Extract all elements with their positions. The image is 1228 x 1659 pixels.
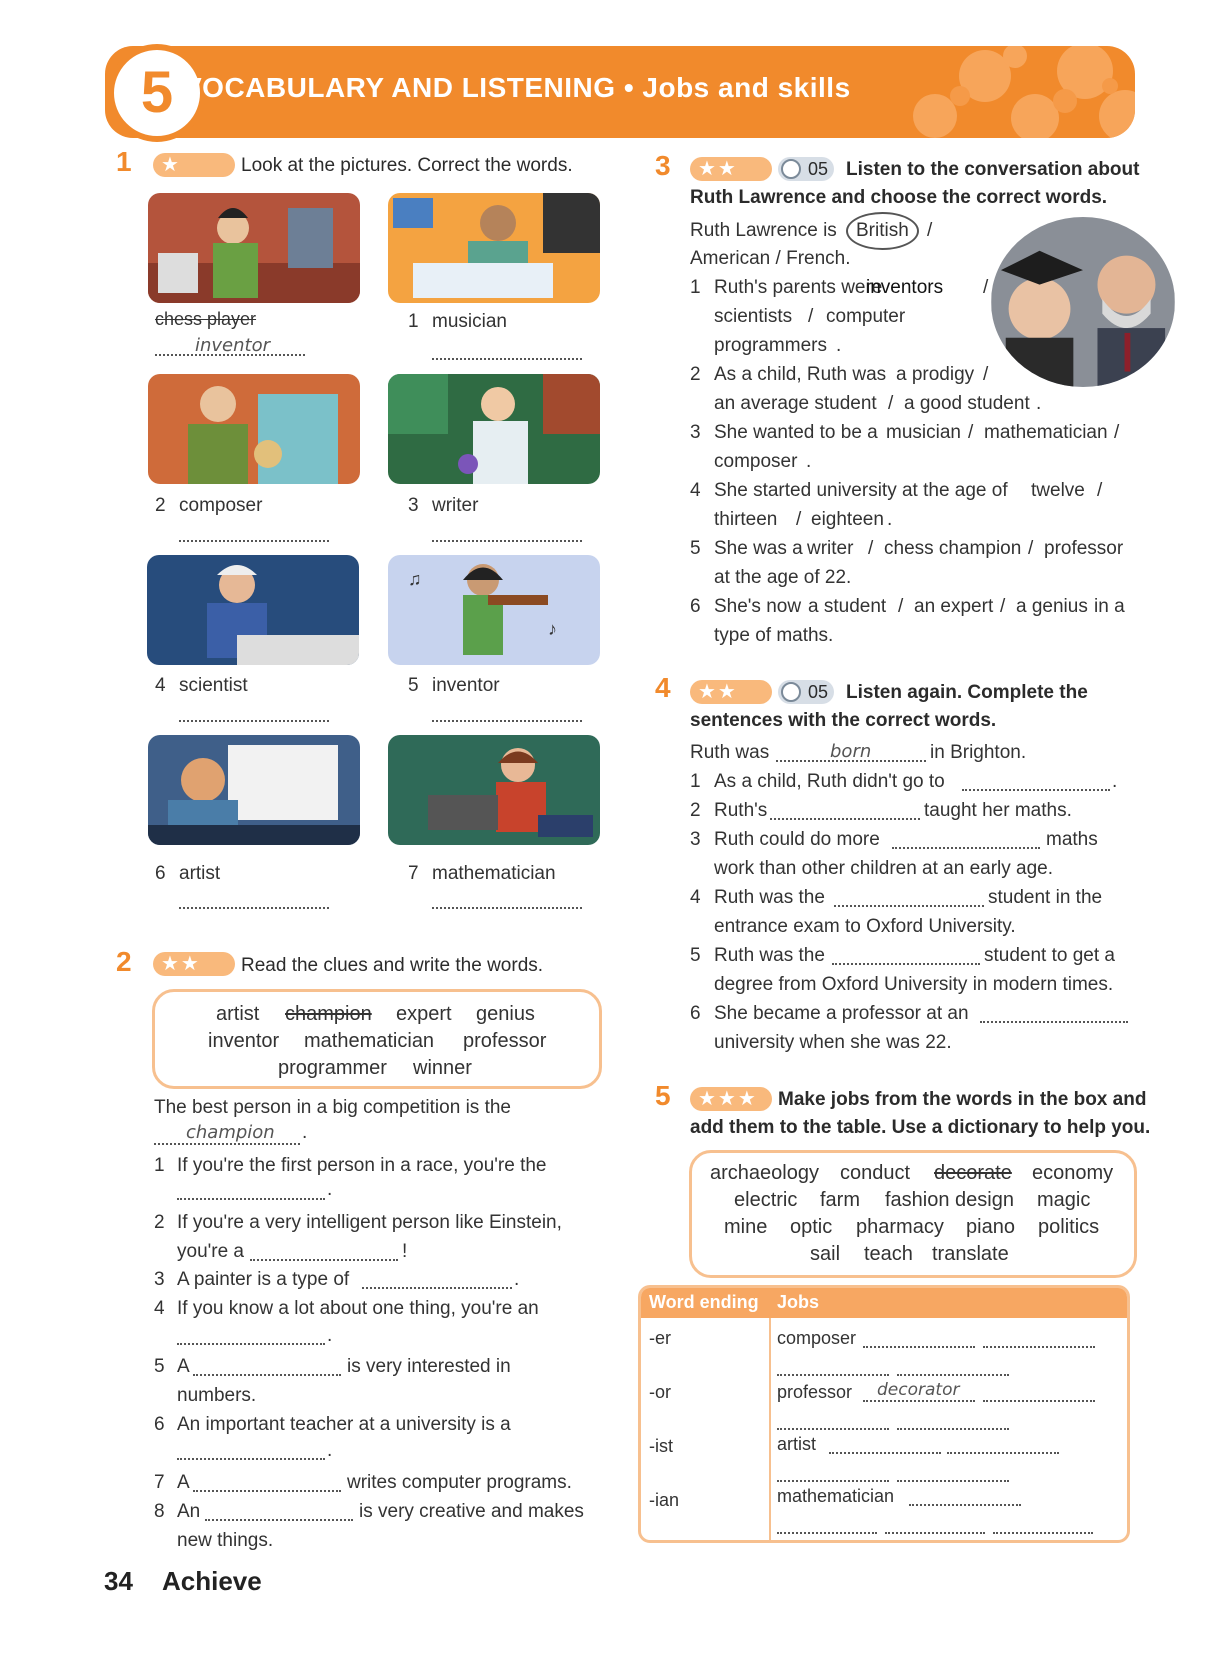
ex4-l5-answer-line[interactable] [832, 963, 980, 965]
answer-line [155, 354, 305, 356]
ex2-q3-answer-line[interactable] [362, 1287, 512, 1289]
ex1-item-5-word: inventor [432, 675, 500, 696]
ex1-example-word: chess player [155, 309, 257, 329]
ex2-box-word: mathematician [304, 1030, 435, 1052]
row-ian-answer-1[interactable] [909, 1504, 1021, 1506]
ex3-stars: ★★ [690, 157, 772, 181]
ex4-l5b: student to get a [984, 945, 1115, 966]
ex1-item-2-word: composer [179, 495, 263, 516]
period: . [327, 1325, 333, 1346]
ex1-item-5-answer-line[interactable] [432, 720, 582, 722]
q-num: 4 [154, 1298, 165, 1319]
ex3-l2d[interactable]: an average student [714, 393, 877, 414]
ex3-l4a: She started university at the age of [714, 480, 1008, 501]
ex3-l6h: type of maths. [714, 625, 834, 646]
ex2-q8c: new things. [177, 1530, 274, 1551]
ex2-box-word: expert [396, 1003, 452, 1025]
ex3-l6a: She's now [714, 596, 802, 617]
q-num: 7 [154, 1472, 165, 1493]
ex4-l4a: Ruth was the [714, 887, 825, 908]
ex4-example-b: in Brighton. [930, 742, 1027, 763]
ex4-l3-answer-line[interactable] [892, 847, 1040, 849]
picture-composer [148, 735, 360, 845]
unit-number: 5 [140, 60, 174, 125]
ex1-item-3-answer-line[interactable] [432, 540, 582, 542]
picture-chess-player [148, 193, 360, 303]
ex2-q7-answer-line[interactable] [193, 1490, 341, 1492]
ex3-l4f[interactable]: eighteen [811, 509, 884, 530]
ex3-l3d[interactable]: mathematician [984, 422, 1108, 443]
row-ian-ending: -ian [649, 1490, 680, 1510]
ex3-l4c: / [1097, 480, 1103, 501]
ex2-q8a: An [177, 1501, 201, 1522]
ex4-l2-answer-line[interactable] [770, 818, 920, 820]
ex2-q2-answer-line[interactable] [250, 1259, 398, 1261]
svg-text:♫: ♫ [408, 569, 422, 589]
q-num: 6 [690, 596, 701, 617]
ex1-item-7-number: 7 [408, 863, 419, 884]
row-or-answer-text: decorator [877, 1380, 960, 1400]
ex3-l3g: . [806, 451, 812, 472]
ex3-audio-number: 05 [808, 159, 829, 179]
row-ian-job: mathematician [777, 1486, 895, 1506]
ex2-q4: If you know a lot about one thing, you're an [177, 1298, 539, 1319]
ex3-number: 3 [655, 150, 671, 181]
ex3-l1g[interactable]: programmers [714, 335, 827, 356]
period: . [327, 1440, 333, 1461]
ex3-l1e: / [808, 306, 814, 327]
q-num: 4 [690, 887, 701, 908]
q-num: 2 [690, 364, 701, 385]
ex3-l4e: / [796, 509, 802, 530]
picture-violinist [388, 555, 600, 665]
ex3-l3e: / [1114, 422, 1120, 443]
page-number: 34 [104, 1566, 133, 1596]
ex2-q5-answer-line[interactable] [193, 1374, 341, 1376]
ex2-box-word: professor [463, 1030, 547, 1052]
ex3-instruction-2: Ruth Lawrence and choose the correct words. [690, 187, 1108, 208]
photo-ruth-lawrence [988, 214, 1178, 390]
ex2-box-word: artist [216, 1003, 260, 1025]
ex1-item-3-word: writer [432, 495, 479, 516]
row-ian-answer-2[interactable] [777, 1532, 877, 1534]
svg-text:♪: ♪ [548, 619, 557, 639]
ex2-q8b: is very creative and makes [359, 1501, 584, 1522]
picture-mathematician [388, 193, 600, 303]
ex5-box-word: farm [820, 1189, 860, 1211]
ex3-l5b[interactable]: writer [807, 538, 854, 559]
row-er-job: composer [777, 1328, 857, 1348]
period: . [302, 1122, 308, 1143]
ex4-l6-answer-line[interactable] [980, 1021, 1128, 1023]
row-or-job: professor [777, 1382, 853, 1402]
ex2-q4-answer-line[interactable] [177, 1343, 325, 1345]
row-ist-job: artist [777, 1434, 817, 1454]
ex3-example-a: Ruth Lawrence is [690, 220, 837, 241]
row-ist-answer-3[interactable] [777, 1480, 889, 1482]
ex5-box-word: fashion design [885, 1189, 1014, 1211]
audio-cd-icon [781, 159, 801, 179]
ex5-box-word: decorate [934, 1162, 1012, 1184]
header-dots-decoration [895, 46, 1135, 138]
row-or-answer-4[interactable] [897, 1428, 1009, 1430]
ex2-example: The best person in a big competition is the [154, 1097, 511, 1118]
ex4-l4b: student in the [988, 887, 1103, 908]
ex1-example-answer: inventor [195, 335, 271, 356]
ex5-box-word: piano [966, 1216, 1015, 1238]
ex1-stars: ★ [153, 153, 235, 177]
row-ist-ending: -ist [649, 1436, 673, 1456]
ex2-box-word: inventor [208, 1030, 280, 1052]
ex5-instruction-1: Make jobs from the words in the box and [778, 1089, 1147, 1110]
ex1-item-4-answer-line[interactable] [179, 720, 329, 722]
ex2-q5a: A [177, 1356, 190, 1377]
q-num: 8 [154, 1501, 165, 1522]
q-num: 3 [690, 422, 701, 443]
q-num: 5 [690, 945, 701, 966]
ex3-instruction-1: Listen to the conversation about [846, 159, 1140, 180]
ex3-l5f[interactable]: professor [1044, 538, 1124, 559]
ex3-l3c: / [968, 422, 974, 443]
picture-artist [148, 374, 360, 484]
q-num: 1 [690, 771, 701, 792]
ex3-l2c: / [983, 364, 989, 385]
ex3-l1f[interactable]: computer [826, 306, 906, 327]
q-num: 2 [154, 1212, 165, 1233]
header-jobs: Jobs [777, 1292, 820, 1312]
ex5-box-word: optic [790, 1216, 833, 1238]
ex5-box-word: translate [932, 1243, 1009, 1265]
ex3-l3b[interactable]: musician [886, 422, 961, 443]
ex4-l5c: degree from Oxford University in modern times. [714, 974, 1114, 995]
ex4-l3c: work than other children at an early age. [714, 858, 1054, 879]
q-num: 6 [154, 1414, 165, 1435]
ex5-stars: ★★★ [690, 1087, 772, 1111]
ex5-box-word: archaeology [710, 1162, 819, 1184]
period: . [514, 1269, 520, 1290]
ex4-l3b: maths [1046, 829, 1098, 850]
ex3-l5g: at the age of 22. [714, 567, 852, 588]
ex4-l6b: university when she was 22. [714, 1032, 952, 1053]
ex2-q2a: If you're a very intelligent person like Einstein, [177, 1212, 562, 1233]
q-num: 5 [690, 538, 701, 559]
row-er-ending: -er [649, 1328, 671, 1348]
ex3-l2e: / [888, 393, 894, 414]
ex3-l4g: . [887, 509, 893, 530]
ex3-l6d[interactable]: an expert [914, 596, 994, 617]
ex1-item-7-word: mathematician [432, 863, 556, 884]
ex2-number: 2 [116, 946, 132, 977]
ex1-item-2-number: 2 [155, 495, 166, 516]
jobs-table [638, 1285, 1130, 1543]
ex3-l5a: She was a [714, 538, 803, 559]
row-or-answer-3[interactable] [777, 1428, 889, 1430]
row-er-answer-2[interactable] [983, 1346, 1095, 1348]
ex5-box-word: politics [1038, 1216, 1100, 1238]
ex1-item-4-word: scientist [179, 675, 248, 696]
row-er-answer-4[interactable] [897, 1374, 1009, 1376]
ex3-l5c: / [868, 538, 874, 559]
q-num: 2 [690, 800, 701, 821]
ex1-item-1-word: musician [432, 311, 507, 332]
q-num: 6 [690, 1003, 701, 1024]
ex5-instruction-2: add them to the table. Use a dictionary to help you. [690, 1117, 1151, 1138]
ex4-example-a: Ruth was [690, 742, 770, 763]
row-ist-answer-2[interactable] [947, 1452, 1059, 1454]
row-or-answer-2[interactable] [983, 1400, 1095, 1402]
ex2-q7b: writes computer programs. [347, 1472, 572, 1493]
ex5-box-word: sail [810, 1243, 841, 1265]
ex2-instruction: Read the clues and write the words. [241, 955, 544, 976]
ex2-q1: If you're the first person in a race, you're the [177, 1155, 547, 1176]
ex3-l2a: As a child, Ruth was [714, 364, 887, 385]
ex4-l4-answer-line[interactable] [834, 905, 984, 907]
ex1-item-6-word: artist [179, 863, 221, 884]
q-num: 3 [690, 829, 701, 850]
jobs-table-header [641, 1288, 1127, 1318]
ex3-l5d[interactable]: chess champion [884, 538, 1022, 559]
ex4-l6a: She became a professor at an [714, 1003, 969, 1024]
ex4-l2a: Ruth's [714, 800, 768, 821]
ex4-example-answer: born [830, 741, 872, 762]
ex4-number: 4 [655, 672, 671, 703]
ex3-l6b[interactable]: a student [808, 596, 887, 617]
table-divider [769, 1318, 771, 1543]
ex2-box-word: programmer [278, 1057, 387, 1079]
ex1-item-1-number: 1 [408, 311, 419, 332]
row-ist-answer-4[interactable] [897, 1480, 1009, 1482]
ex1-item-6-answer-line[interactable] [179, 907, 329, 909]
row-ist-answer-1[interactable] [829, 1452, 941, 1454]
ex3-l3f[interactable]: composer [714, 451, 798, 472]
ex2-box-word: champion [285, 1003, 372, 1025]
ex5-number: 5 [655, 1080, 671, 1111]
ex4-l5a: Ruth was the [714, 945, 825, 966]
q-num: 5 [154, 1356, 165, 1377]
q-num: 1 [154, 1155, 165, 1176]
ex2-box-word: genius [476, 1003, 535, 1025]
q-num: 4 [690, 480, 701, 501]
ex2-q6: An important teacher at a university is a [177, 1414, 511, 1435]
ex4-l2b: taught her maths. [924, 800, 1072, 821]
ex5-box-word: economy [1032, 1162, 1114, 1184]
picture-chess-player-2 [147, 555, 359, 665]
ex4-stars: ★★ [690, 680, 772, 704]
ex3-l2g: . [1036, 393, 1042, 414]
ex2-stars: ★★ [153, 952, 235, 976]
audio-cd-icon [781, 682, 801, 702]
ex2-example-answer: champion [186, 1122, 275, 1143]
ex2-q7a: A [177, 1472, 190, 1493]
ex3-example-c: American / French. [690, 248, 851, 269]
ex1-instruction: Look at the pictures. Correct the words. [241, 155, 573, 176]
ex3-l6c: / [898, 596, 904, 617]
ex1-item-2-answer-line[interactable] [179, 540, 329, 542]
ex4-instruction-2: sentences with the correct words. [690, 710, 997, 731]
ex1-item-4-number: 4 [155, 675, 166, 696]
ex3-audio-track[interactable] [778, 157, 834, 181]
ex3-l5e: / [1028, 538, 1034, 559]
ex1-item-1-answer-line[interactable] [432, 358, 582, 360]
picture-writer [388, 735, 600, 845]
ex3-l6g: in a [1094, 596, 1125, 617]
ex3-l2b[interactable]: a prodigy [896, 364, 975, 385]
row-ian-answer-3[interactable] [885, 1532, 985, 1534]
row-or-answer-1 [863, 1400, 975, 1402]
ex3-example-circled: British [846, 212, 919, 250]
q-num: 3 [154, 1269, 165, 1290]
ex5-box-word: pharmacy [856, 1216, 944, 1238]
exclamation: ! [402, 1241, 408, 1262]
period: . [327, 1179, 333, 1200]
ex4-l1-answer-line[interactable] [962, 789, 1110, 791]
ex3-l1d[interactable]: scientists [714, 306, 793, 327]
q-num: 1 [690, 277, 701, 298]
page-title: VOCABULARY AND LISTENING • Jobs and skills [183, 72, 851, 103]
ex1-number: 1 [116, 146, 132, 177]
ex4-l1-end: . [1112, 771, 1118, 792]
book-title: Achieve [162, 1566, 262, 1596]
ex3-l6f[interactable]: a genius [1016, 596, 1088, 617]
ex1-item-3-number: 3 [408, 495, 419, 516]
row-ian-answer-4[interactable] [993, 1532, 1093, 1534]
ex5-box-word: magic [1037, 1189, 1091, 1211]
ex4-audio-track[interactable] [778, 680, 834, 704]
ex3-l4b[interactable]: twelve [1031, 480, 1085, 501]
ex2-q8-answer-line[interactable] [205, 1519, 353, 1521]
ex3-l1h: . [836, 335, 842, 356]
answer-line [776, 760, 926, 762]
ex3-l3a: She wanted to be a [714, 422, 878, 443]
answer-line [154, 1143, 300, 1145]
ex2-box-word: winner [413, 1057, 472, 1079]
ex5-box-word: electric [734, 1189, 798, 1211]
picture-scientist [388, 374, 600, 484]
ex4-l1: As a child, Ruth didn't go to [714, 771, 945, 792]
ex2-q5b: is very interested in [347, 1356, 511, 1377]
ex2-q2b: you're a [177, 1241, 245, 1262]
ex5-box-word: conduct [840, 1162, 911, 1184]
ex2-q6-answer-line[interactable] [177, 1458, 325, 1460]
ex4-l3a: Ruth could do more [714, 829, 880, 850]
row-er-answer-3[interactable] [777, 1374, 889, 1376]
ex4-l4c: entrance exam to Oxford University. [714, 916, 1016, 937]
ex2-q3: A painter is a type of [177, 1269, 350, 1290]
ex2-q1-answer-line[interactable] [177, 1198, 325, 1200]
ex3-example-slash: / [927, 220, 933, 241]
ex5-box-word: teach [864, 1243, 913, 1265]
row-er-answer-1[interactable] [863, 1346, 975, 1348]
row-or-ending: -or [649, 1382, 671, 1402]
ex5-box-word: mine [724, 1216, 768, 1238]
ex1-item-7-answer-line[interactable] [432, 907, 582, 909]
ex3-l1c: / [983, 277, 989, 298]
ex3-l6e: / [1000, 596, 1006, 617]
ex1-item-6-number: 6 [155, 863, 166, 884]
ex4-instruction-1: Listen again. Complete the [846, 682, 1088, 703]
ex4-audio-number: 05 [808, 682, 829, 702]
header-word-ending: Word ending [649, 1292, 759, 1312]
ex3-l4d[interactable]: thirteen [714, 509, 778, 530]
ex2-q5c: numbers. [177, 1385, 257, 1406]
ex3-l1b[interactable]: inventors [866, 277, 944, 298]
ex3-l1a: Ruth's parents were [714, 277, 883, 298]
ex1-item-5-number: 5 [408, 675, 419, 696]
ex3-l2f[interactable]: a good student [904, 393, 1030, 414]
